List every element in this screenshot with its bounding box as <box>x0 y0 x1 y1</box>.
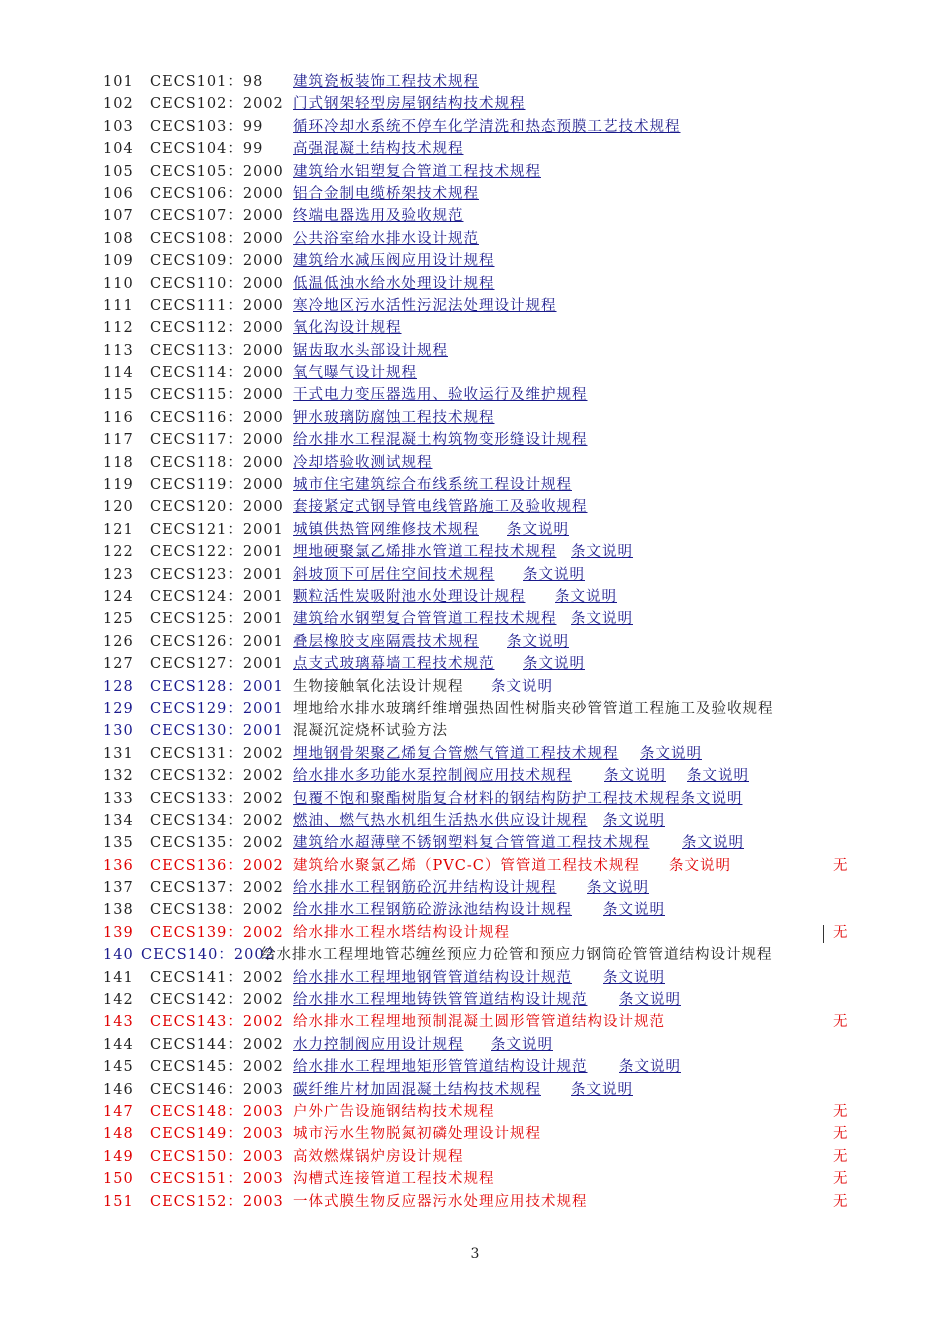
row-number: 120 <box>103 499 134 516</box>
standard-code: CECS135：2002 <box>150 835 284 852</box>
row-number: 109 <box>103 253 134 270</box>
standard-title-link[interactable]: 碳纤维片材加固混凝土结构技术规程 <box>293 1081 541 1098</box>
standard-title-link[interactable]: 钾水玻璃防腐蚀工程技术规程 <box>293 409 495 426</box>
text-cursor-mark <box>823 925 824 943</box>
standard-code: CECS103：99 <box>150 118 264 135</box>
row-number: 150 <box>103 1171 134 1188</box>
standard-title: 给水排水工程水塔结构设计规程 <box>293 924 510 941</box>
row-number: 122 <box>103 544 134 561</box>
explanation-note: 条文说明 <box>491 678 553 695</box>
table-row <box>0 273 950 295</box>
table-row <box>0 183 950 205</box>
row-number: 138 <box>103 902 134 919</box>
row-number: 128 <box>103 678 134 695</box>
explanation-note-link[interactable]: 条文说明 <box>687 768 749 785</box>
row-number: 102 <box>103 96 134 113</box>
table-row <box>0 496 950 518</box>
standard-title-link[interactable]: 建筑给水减压阀应用设计规程 <box>293 253 495 270</box>
standard-code: CECS122：2001 <box>150 544 284 561</box>
standard-code: CECS111：2000 <box>150 297 284 314</box>
explanation-note-link[interactable]: 条文说明 <box>571 544 633 561</box>
row-number: 123 <box>103 566 134 583</box>
table-row <box>0 205 950 227</box>
standard-title-link[interactable]: 建筑瓷板装饰工程技术规程 <box>293 74 479 90</box>
standard-title-link[interactable]: 高强混凝土结构技术规程 <box>293 141 464 158</box>
row-number: 115 <box>103 387 134 404</box>
row-number: 112 <box>103 320 134 337</box>
standard-code: CECS104：99 <box>150 141 264 158</box>
standard-title-link[interactable]: 寒冷地区污水活性污泥法处理设计规程 <box>293 297 557 314</box>
standard-title-link[interactable]: 给水排水工程埋地矩形管管道结构设计规范 <box>293 1059 588 1076</box>
table-row <box>0 541 950 563</box>
standard-code: CECS149：2003 <box>150 1126 284 1143</box>
standard-title-link[interactable]: 门式钢架轻型房屋钢结构技术规程 <box>293 96 526 113</box>
standard-title: 沟槽式连接管道工程技术规程 <box>293 1171 495 1188</box>
standard-title-link[interactable]: 给水排水多功能水泵控制阀应用技术规程 <box>293 768 572 785</box>
explanation-note-link[interactable]: 条文说明 <box>523 566 585 583</box>
unavailable-mark: 无 <box>833 1171 849 1188</box>
unavailable-mark: 无 <box>833 1126 849 1143</box>
table-row <box>0 429 950 451</box>
unavailable-mark: 无 <box>833 1014 849 1031</box>
explanation-note-link[interactable]: 条文说明 <box>555 588 617 605</box>
standard-code: CECS124：2001 <box>150 588 284 605</box>
row-number: 132 <box>103 768 134 785</box>
table-row <box>0 1168 950 1190</box>
standard-code: CECS127：2001 <box>150 656 284 673</box>
explanation-note-link[interactable]: 条文说明 <box>603 969 665 986</box>
standard-title-link[interactable]: 循环冷却水系统不停车化学清洗和热态预膜工艺技术规程 <box>293 118 681 135</box>
row-number: 127 <box>103 656 134 673</box>
row-number: 146 <box>103 1081 134 1098</box>
row-number: 119 <box>103 477 134 494</box>
row-number: 141 <box>103 969 134 986</box>
standard-code: CECS130：2001 <box>150 723 284 740</box>
row-number: 142 <box>103 992 134 1009</box>
standard-title-link[interactable]: 包覆不饱和聚酯树脂复合材料的钢结构防护工程技术规程条文说明 <box>293 790 743 807</box>
table-row <box>0 317 950 339</box>
page-number: 3 <box>470 1246 480 1262</box>
row-number: 135 <box>103 835 134 852</box>
standard-code: CECS112：2000 <box>150 320 284 337</box>
standard-code: CECS119：2000 <box>150 477 284 494</box>
row-number: 107 <box>103 208 134 225</box>
standard-code: CECS136：2002 <box>150 857 284 874</box>
row-number: 124 <box>103 588 134 605</box>
table-row <box>0 1079 950 1101</box>
standard-code: CECS134：2002 <box>150 812 284 829</box>
row-number: 143 <box>103 1014 134 1031</box>
standard-code: CECS121：2001 <box>150 521 284 538</box>
explanation-note-link[interactable]: 条文说明 <box>603 902 665 919</box>
explanation-note-link[interactable]: 条文说明 <box>571 611 633 628</box>
standard-code: CECS150：2003 <box>150 1148 284 1165</box>
standard-title-link[interactable]: 城镇供热管网维修技术规程 <box>293 521 479 538</box>
standard-title-link[interactable]: 城市住宅建筑综合布线系统工程设计规程 <box>293 477 572 494</box>
standard-code: CECS131：2002 <box>150 745 284 762</box>
row-number: 133 <box>103 790 134 807</box>
standard-title-link[interactable]: 锯齿取水头部设计规程 <box>293 342 448 359</box>
standard-code: CECS113：2000 <box>150 342 284 359</box>
table-row <box>0 1056 950 1078</box>
standard-code: CECS120：2000 <box>150 499 284 516</box>
explanation-note-link[interactable]: 条文说明 <box>604 768 666 785</box>
standard-title: 高效燃煤锅炉房设计规程 <box>293 1148 464 1165</box>
table-row <box>0 362 950 384</box>
standard-code: CECS142：2002 <box>150 992 284 1009</box>
table-row <box>0 608 950 630</box>
standard-title-link[interactable]: 氧化沟设计规程 <box>293 320 402 337</box>
standard-title-link[interactable]: 水力控制阀应用设计规程 <box>293 1036 464 1053</box>
table-row <box>0 340 950 362</box>
table-row <box>0 1101 950 1123</box>
row-number: 148 <box>103 1126 134 1143</box>
table-row <box>0 967 950 989</box>
standard-title-link[interactable]: 建筑给水超薄壁不锈钢塑料复合管管道工程技术规程 <box>293 835 650 852</box>
table-row <box>0 295 950 317</box>
explanation-note-link[interactable]: 条文说明 <box>507 521 569 538</box>
table-row <box>0 250 950 272</box>
standard-title-link[interactable]: 给水排水工程混凝土构筑物变形缝设计规程 <box>293 432 588 449</box>
standard-title-link[interactable]: 埋地钢骨架聚乙烯复合管燃气管道工程技术规程 <box>293 745 619 762</box>
table-row <box>0 720 950 742</box>
table-row <box>0 71 950 93</box>
row-number: 137 <box>103 880 134 897</box>
table-row <box>0 1191 950 1213</box>
standard-code: CECS128：2001 <box>150 678 284 695</box>
table-row <box>0 1146 950 1168</box>
standard-code: CECS152：2003 <box>150 1193 284 1210</box>
standard-code: CECS141：2002 <box>150 969 284 986</box>
row-number: 110 <box>103 275 134 292</box>
row-number: 129 <box>103 700 134 717</box>
explanation-note-link[interactable]: 条文说明 <box>640 745 702 762</box>
explanation-note-link[interactable]: 条文说明 <box>507 633 569 650</box>
table-row <box>0 899 950 921</box>
standard-code: CECS123：2001 <box>150 566 284 583</box>
row-number: 139 <box>103 924 134 941</box>
table-row <box>0 1034 950 1056</box>
explanation-note-link[interactable]: 条文说明 <box>523 656 585 673</box>
row-number: 131 <box>103 745 134 762</box>
standard-code: CECS118：2000 <box>150 454 284 471</box>
table-row <box>0 1123 950 1145</box>
standard-title-link[interactable]: 干式电力变压器选用、验收运行及维护规程 <box>293 387 588 404</box>
row-number: 144 <box>103 1036 134 1053</box>
standard-title-link[interactable]: 给水排水工程埋地钢管管道结构设计规范 <box>293 969 572 986</box>
row-number: 108 <box>103 230 134 247</box>
explanation-note-link[interactable]: 条文说明 <box>619 992 681 1009</box>
table-row <box>0 877 950 899</box>
standard-title-link[interactable]: 颗粒活性炭吸附池水处理设计规程 <box>293 588 526 605</box>
standard-code: CECS115：2000 <box>150 387 284 404</box>
table-row <box>0 564 950 586</box>
row-number: 103 <box>103 118 134 135</box>
row-number: 118 <box>103 454 134 471</box>
table-row <box>0 519 950 541</box>
standard-title-link[interactable]: 氧气曝气设计规程 <box>293 365 417 382</box>
explanation-note-link[interactable]: 条文说明 <box>571 1081 633 1098</box>
explanation-note: 条文说明 <box>669 857 731 874</box>
row-number: 105 <box>103 163 134 180</box>
explanation-note-link[interactable]: 条文说明 <box>587 880 649 897</box>
explanation-note-link[interactable]: 条文说明 <box>491 1036 553 1053</box>
row-number: 134 <box>103 812 134 829</box>
table-row <box>0 832 950 854</box>
table-row <box>0 407 950 429</box>
row-number: 116 <box>103 409 134 426</box>
standard-title-link[interactable]: 铝合金制电缆桥架技术规程 <box>293 185 479 202</box>
standard-title-link[interactable]: 冷却塔验收测试规程 <box>293 454 433 471</box>
row-number: 145 <box>103 1059 134 1076</box>
standard-code: CECS116：2000 <box>150 409 284 426</box>
row-number: 104 <box>103 141 134 158</box>
standard-code: CECS106：2000 <box>150 185 284 202</box>
standard-title: 埋地给水排水玻璃纤维增强热固性树脂夹砂管管道工程施工及验收规程 <box>293 700 774 717</box>
unavailable-mark: 无 <box>833 1148 849 1165</box>
row-number: 111 <box>103 297 134 314</box>
standard-title-link[interactable]: 埋地硬聚氯乙烯排水管道工程技术规程 <box>293 544 557 561</box>
row-number: 149 <box>103 1148 134 1165</box>
standard-code: CECS148：2003 <box>150 1103 284 1120</box>
standard-code: CECS139：2002 <box>150 924 284 941</box>
standard-title: 城市污水生物脱氮初磷处理设计规程 <box>293 1126 541 1143</box>
standard-title: 给水排水工程埋地预制混凝土圆形管管道结构设计规范 <box>293 1014 665 1031</box>
standard-title-link[interactable]: 公共浴室给水排水设计规范 <box>293 230 479 247</box>
standard-code: CECS117：2000 <box>150 432 284 449</box>
table-row <box>0 944 950 966</box>
unavailable-mark: 无 <box>833 1103 849 1120</box>
standard-code: CECS133：2002 <box>150 790 284 807</box>
row-number: 125 <box>103 611 134 628</box>
explanation-note-link[interactable]: 条文说明 <box>603 812 665 829</box>
table-row <box>0 698 950 720</box>
standard-code: CECS138：2002 <box>150 902 284 919</box>
row-number: 106 <box>103 185 134 202</box>
standard-title-link[interactable]: 斜坡顶下可居住空间技术规程 <box>293 566 495 583</box>
table-row <box>0 855 950 877</box>
standard-title: 混凝沉淀烧杯试验方法 <box>293 723 448 740</box>
table-row <box>0 474 950 496</box>
unavailable-mark: 无 <box>833 1193 849 1210</box>
standard-title: 生物接触氧化法设计规程 <box>293 678 464 695</box>
row-number: 114 <box>103 365 134 382</box>
table-row <box>0 788 950 810</box>
table-row <box>0 116 950 138</box>
standard-title-link[interactable]: 叠层橡胶支座隔震技术规程 <box>293 633 479 650</box>
standard-code: CECS125：2001 <box>150 611 284 628</box>
table-row <box>0 765 950 787</box>
standard-code: CECS146：2003 <box>150 1081 284 1098</box>
table-row <box>0 631 950 653</box>
standard-title-link[interactable]: 燃油、燃气热水机组生活热水供应设计规程 <box>293 812 588 829</box>
standard-title-link[interactable]: 建筑给水钢塑复合管管道工程技术规程 <box>293 611 557 628</box>
standard-code: CECS108：2000 <box>150 230 284 247</box>
explanation-note-link[interactable]: 条文说明 <box>682 835 744 852</box>
unavailable-mark: 无 <box>833 857 849 874</box>
row-number: 147 <box>103 1103 134 1120</box>
row-number: 117 <box>103 432 134 449</box>
row-number: 136 <box>103 857 134 874</box>
table-row <box>0 452 950 474</box>
standards-list <box>0 71 950 1213</box>
standard-title-link[interactable]: 给水排水工程钢筋砼游泳池结构设计规程 <box>293 902 572 919</box>
standard-code: CECS107：2000 <box>150 208 284 225</box>
standard-title-link[interactable]: 套接紧定式钢导管电线管路施工及验收规程 <box>293 499 588 516</box>
table-row <box>0 384 950 406</box>
standard-code: CECS151：2003 <box>150 1171 284 1188</box>
standard-code: CECS129：2001 <box>150 700 284 717</box>
standard-title-link[interactable]: 低温低浊水给水处理设计规程 <box>293 275 495 292</box>
table-row <box>0 586 950 608</box>
row-number: 151 <box>103 1193 134 1210</box>
standard-code: CECS105：2000 <box>150 163 284 180</box>
standard-title-link[interactable]: 给水排水工程埋地铸铁管管道结构设计规范 <box>293 992 588 1009</box>
table-row <box>0 228 950 250</box>
standard-code: CECS126：2001 <box>150 633 284 650</box>
table-row <box>0 922 950 944</box>
table-row <box>0 138 950 160</box>
standard-code: CECS144：2002 <box>150 1036 284 1053</box>
table-row <box>0 161 950 183</box>
standard-title-link[interactable]: 给水排水工程钢筋砼沉井结构设计规程 <box>293 880 557 897</box>
standard-code: CECS132：2002 <box>150 768 284 785</box>
standard-code: CECS114：2000 <box>150 365 284 382</box>
standard-title-link[interactable]: 点支式玻璃幕墙工程技术规范 <box>293 656 495 673</box>
row-number: 140 <box>103 947 134 964</box>
table-row <box>0 653 950 675</box>
explanation-note-link[interactable]: 条文说明 <box>619 1059 681 1076</box>
table-row <box>0 676 950 698</box>
standard-code: CECS143：2002 <box>150 1014 284 1031</box>
standard-title-link[interactable]: 建筑给水铝塑复合管道工程技术规程 <box>293 163 541 180</box>
row-number: 113 <box>103 342 134 359</box>
standard-code: CECS101：98 <box>150 74 264 90</box>
table-row <box>0 93 950 115</box>
standard-title-link[interactable]: 终端电器选用及验收规范 <box>293 208 464 225</box>
table-row <box>0 810 950 832</box>
standard-title: 户外广告设施钢结构技术规程 <box>293 1103 495 1120</box>
standard-code: CECS110：2000 <box>150 275 284 292</box>
row-number: 130 <box>103 723 134 740</box>
row-number: 101 <box>103 74 134 90</box>
standard-title: 一体式膜生物反应器污水处理应用技术规程 <box>293 1193 588 1210</box>
standard-code: CECS137：2002 <box>150 880 284 897</box>
row-number: 121 <box>103 521 134 538</box>
standard-code: CECS140：2002 <box>141 947 275 964</box>
standard-code: CECS109：2000 <box>150 253 284 270</box>
row-number: 126 <box>103 633 134 650</box>
standard-title: 建筑给水聚氯乙烯（PVC-C）管管道工程技术规程 <box>293 857 640 874</box>
table-row <box>0 989 950 1011</box>
table-row <box>0 743 950 765</box>
standard-code: CECS102：2002 <box>150 96 284 113</box>
standard-code: CECS145：2002 <box>150 1059 284 1076</box>
unavailable-mark: 无 <box>833 924 849 941</box>
table-row <box>0 1011 950 1033</box>
standard-title: 给水排水工程埋地管芯缠丝预应力砼管和预应力钢筒砼管管道结构设计规程 <box>261 947 773 964</box>
